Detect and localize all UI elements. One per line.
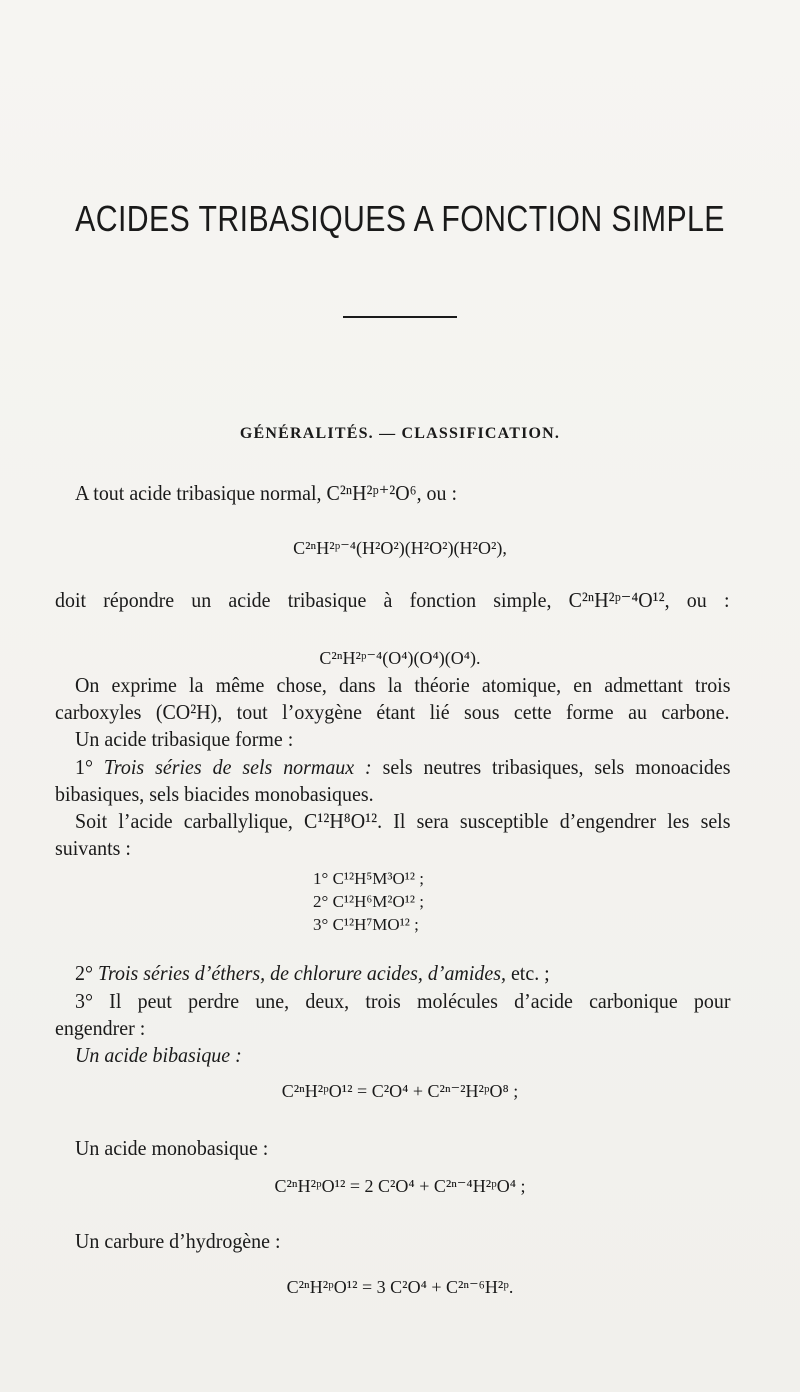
title-divider bbox=[343, 316, 457, 318]
formula-line: C²ⁿH²ᵖ⁻⁴(O⁴)(O⁴)(O⁴). bbox=[319, 648, 481, 668]
paragraph-line: doit répondre un acide tribasique à fonction simple, C²ⁿH²ᵖ⁻⁴O¹², ou : bbox=[55, 588, 730, 612]
salt-formula: C¹²H⁶M²O¹² ; bbox=[332, 892, 424, 911]
paragraph-line: On exprime la même chose, dans la théorie atomique, en admettant trois bbox=[75, 673, 731, 697]
paragraph-text: sels neutres tribasiques, sels monoacides bbox=[382, 755, 731, 779]
paragraph-line: Un carbure d’hydrogène : bbox=[75, 1229, 281, 1253]
formula-line: C²ⁿH²ᵖO¹² = 3 C²O⁴ + C²ⁿ⁻⁶H²ᵖ. bbox=[286, 1277, 514, 1297]
formula-line: C²ⁿH²ᵖ⁻⁴(H²O²)(H²O²)(H²O²), bbox=[293, 538, 507, 558]
salt-number: 1° bbox=[313, 869, 329, 888]
paragraph-line: A tout acide tribasique normal, C²ⁿH²ᵖ⁺²O⁶, ou : bbox=[75, 481, 458, 505]
paragraph-line: 3° Il peut perdre une, deux, trois molécules d’acide carbonique pour bbox=[75, 989, 731, 1013]
paragraph-text: etc. ; bbox=[510, 961, 550, 985]
list-number: 1° bbox=[75, 755, 93, 779]
paragraph-line: Soit l’acide carballylique, C¹²H⁸O¹². Il sera susceptible d’engendrer les sels bbox=[75, 809, 731, 833]
paragraph-line: carboxyles (CO²H), tout l’oxygène étant lié sous cette forme au carbone. bbox=[55, 700, 730, 724]
document-title: ACIDES TRIBASIQUES A FONCTION SIMPLE bbox=[75, 198, 725, 239]
salt-formula-line bbox=[313, 891, 424, 913]
paragraph-line bbox=[75, 960, 731, 986]
paragraph-line: Un acide tribasique forme : bbox=[75, 727, 294, 751]
paragraph-line: Un acide monobasique : bbox=[75, 1136, 269, 1160]
salt-formula: C¹²H⁷MO¹² ; bbox=[332, 915, 419, 934]
salt-formula-line bbox=[313, 868, 424, 890]
paragraph-line: engendrer : bbox=[55, 1016, 146, 1040]
salt-formula: C¹²H⁵M³O¹² ; bbox=[332, 869, 424, 888]
salt-number: 2° bbox=[313, 892, 329, 911]
italic-phrase: Trois séries d’éthers, de chlorure acides, d’amides, bbox=[97, 961, 506, 985]
formula-line: C²ⁿH²ᵖO¹² = 2 C²O⁴ + C²ⁿ⁻⁴H²ᵖO⁴ ; bbox=[274, 1176, 526, 1196]
paragraph-line: bibasiques, sels biacides monobasiques. bbox=[55, 782, 374, 806]
formula-line: C²ⁿH²ᵖO¹² = C²O⁴ + C²ⁿ⁻²H²ᵖO⁸ ; bbox=[281, 1081, 519, 1101]
section-heading: GÉNÉRALITÉS. — CLASSIFICATION. bbox=[239, 425, 561, 442]
salt-number: 3° bbox=[313, 915, 329, 934]
salt-formula-line bbox=[313, 914, 419, 936]
list-number: 2° bbox=[75, 961, 93, 985]
paragraph-line bbox=[75, 754, 731, 780]
italic-phrase: Trois séries de sels normaux : bbox=[103, 755, 372, 779]
paragraph-line: Un acide bibasique : bbox=[75, 1043, 242, 1067]
paragraph-line: suivants : bbox=[55, 836, 131, 860]
